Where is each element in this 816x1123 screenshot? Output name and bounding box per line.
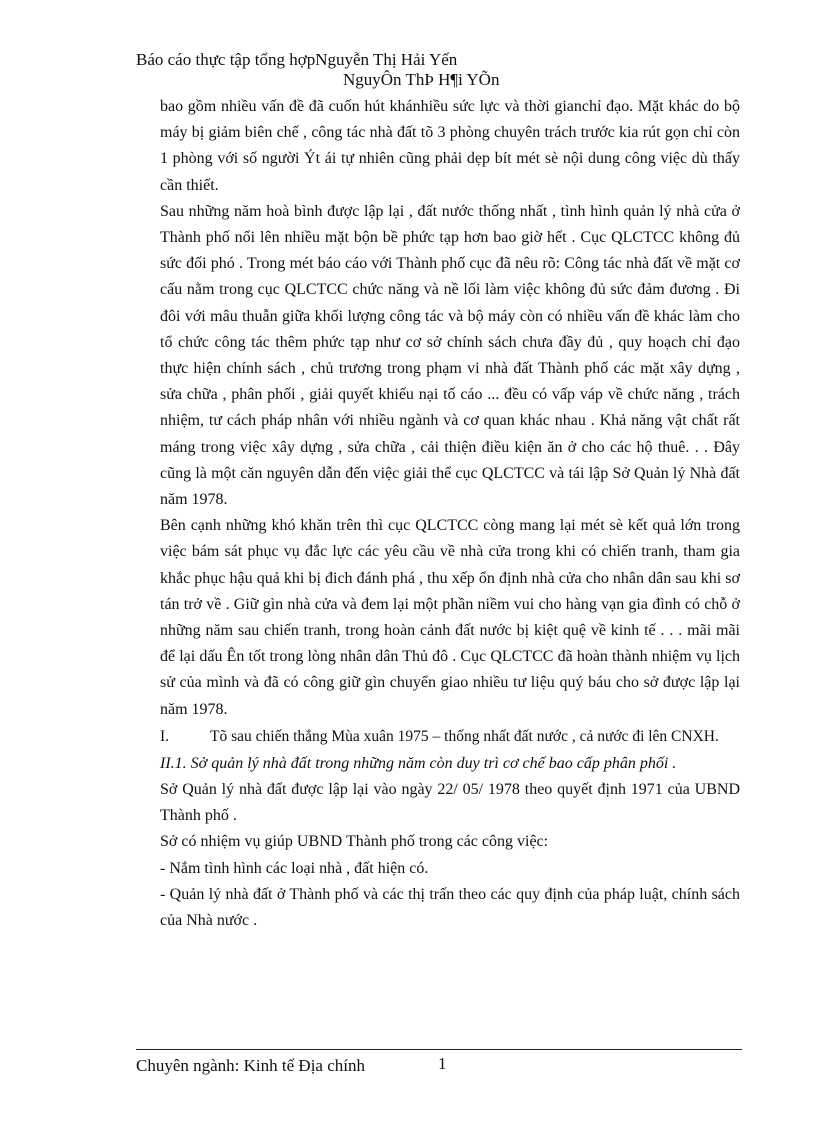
header-report-title: Báo cáo thực tập tổng hợpNguyễn Thị Hải Yến <box>136 50 458 69</box>
document-body <box>160 94 740 934</box>
paragraph-2: Sau những năm hoà bình được lập lại , đất nước thống nhất , tình hình quản lý nhà cửa ở Thành phố nổi lên nhiều mặt bộn bề phức tạp hơn bao giờ hết . Cục QLCTCC không đủ sức đối phó . Trong mét báo cáo với Thành phố cục đã nêu rõ: Công tác nhà đất về mặt cơ cấu nằm trong cục QLCTCC chức năng và nề lối làm việc không đủ sức đảm đương . Đi đôi với mâu thuẫn giữa khối lượng công tác và bộ máy còn có nhiều vấn đề khác làm cho tổ chức công tác thêm phức tạp như cơ sở chính sách chưa đầy đủ , quy hoạch chỉ đạo thực hiện chính sách , chủ trương trong phạm vi nhà đất Thành phố các mặt xây dựng , sửa chữa , phân phối , giải quyết khiếu nại tố cáo ... đều có vấp váp về chức năng , trách nhiệm, tư cách pháp nhân với nhiều ngành và cơ quan khác nhau . Khả năng vật chất rất máng trong việc xây dựng , sửa chữa , cải thiện điều kiện ăn ở cho các hộ thuê. . . Đây cũng là một căn nguyên dẫn đến việc giải thể cục QLCTCC và tái lập Sở Quản lý Nhà đất năm 1978. <box>160 202 740 509</box>
list-number: I. <box>160 727 170 745</box>
list-item-text: Tõ sau chiến thắng Mùa xuân 1975 – thống nhất đất nước , cả nước đi lên CNXH. <box>210 727 719 745</box>
paragraph-5: Sở có nhiệm vụ giúp UBND Thành phố trong các công việc: <box>160 833 549 851</box>
page-number: 1 <box>438 1054 447 1073</box>
bullet-item-2: - Quản lý nhà đất ở Thành phố và các thị trấn theo các quy định của pháp luật, chính sách của Nhà nước . <box>160 885 740 930</box>
header-author-name: NguyÔn ThÞ H¶i YÕn <box>343 70 500 89</box>
footer-divider <box>136 1049 742 1050</box>
paragraph-1: bao gồm nhiều vấn đề đã cuốn hút khánhiều sức lực và thời gianchỉ đạo. Mặt khác do bộ máy bị giảm biên chế , công tác nhà đất tõ 3 phòng chuyên trách trước kia rút gọn chỉ còn 1 phòng với số người Ýt ái tự nhiên cũng phải dẹp bít mét sè nội dung công việc dù thấy cần thiết. <box>160 98 740 194</box>
paragraph-4: Sở Quản lý nhà đất được lập lại vào ngày 22/ 05/ 1978 theo quyết định 1971 của UBND Thành phố . <box>160 781 740 825</box>
list-item-section-i <box>160 725 740 749</box>
footer-major-label: Chuyên ngành: Kinh tế Địa chính <box>136 1056 365 1075</box>
paragraph-3: Bên cạnh những khó khăn trên thì cục QLCTCC còng mang lại mét sè kết quả lớn trong việc bám sát phục vụ đắc lực các yêu cầu về nhà cửa trong khi có chiến tranh, tham gia khắc phục hậu quả khi bị đich đánh phá , thu xếp ổn định nhà cửa cho nhân dân sau khi sơ tán trở về . Giữ gìn nhà cửa và đem lại một phần niềm vui cho hàng vạn gia đình có chỗ ở những năm sau chiến tranh, trong hoàn cảnh đất nước bị kiệt quệ về kinh tế . . . mãi mãi để lại dấu Ên tốt trong lòng nhân dân Thủ đô . Cục QLCTCC đã hoàn thành nhiệm vụ lịch sử của mình và đã có công giữ gìn chuyển giao nhiều tư liệu quý báu cho sở được lập lại năm 1978. <box>160 517 740 718</box>
bullet-item-1: - Nắm tình hình các loại nhà , đất hiện có. <box>160 859 429 877</box>
subheading-ii-1: II.1. Sở quản lý nhà đất trong những năm còn duy trì cơ chế bao cấp phân phối . <box>160 754 677 772</box>
